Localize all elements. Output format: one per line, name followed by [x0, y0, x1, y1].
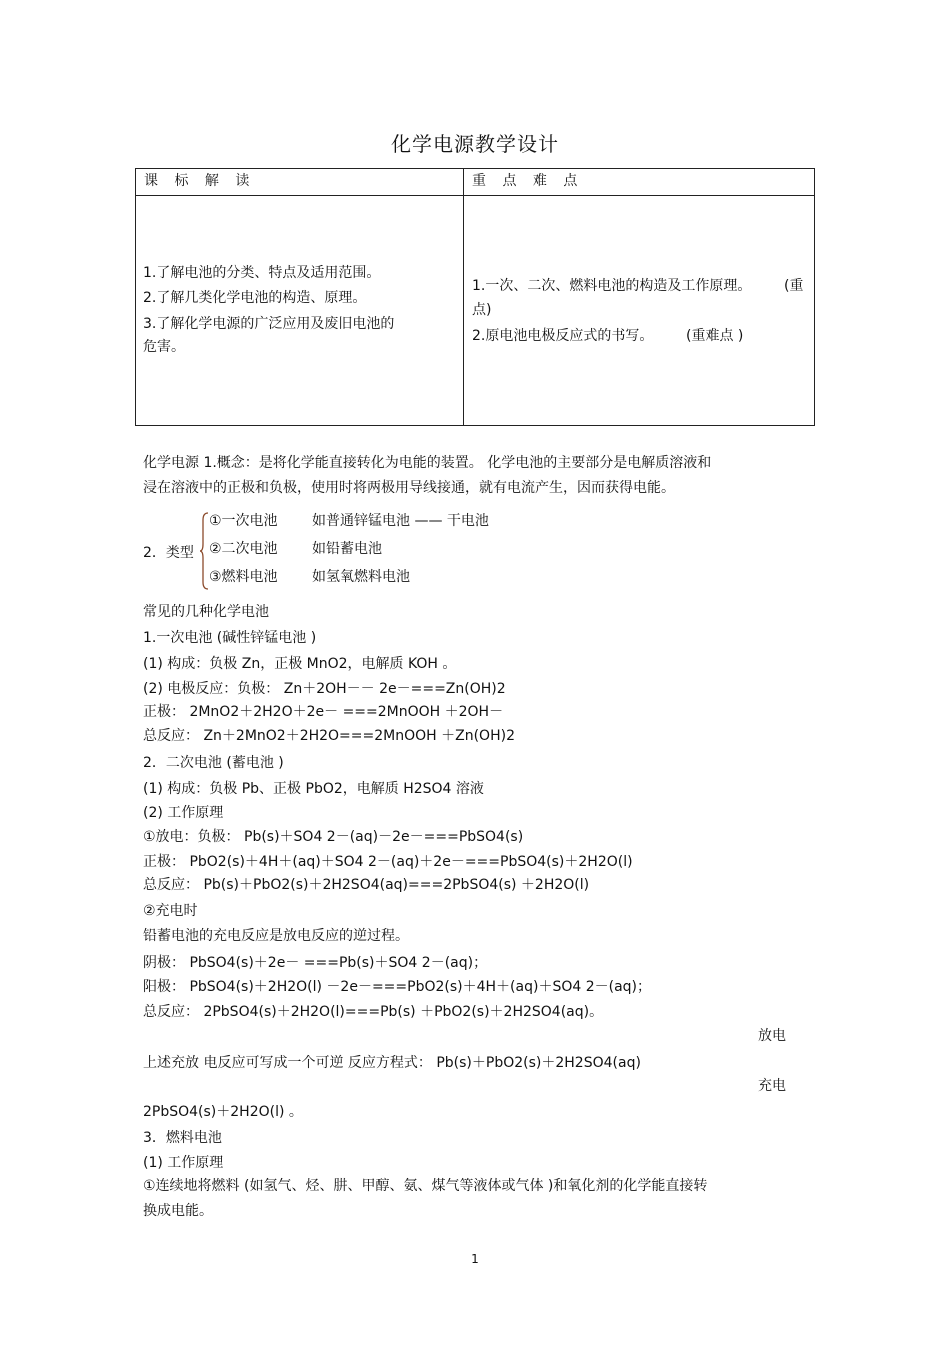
key-point-item: 1.一次、二次、燃料电池的构造及工作原理。 — [472, 278, 752, 294]
fuel-line: 换成电能。 — [143, 1203, 213, 1219]
table-header-key-points: 重 点 难 点 — [472, 173, 584, 189]
battery-type-example: 如普通锌锰电池 —— 干电池 — [312, 513, 489, 529]
battery-type-name: ②二次电池 — [209, 541, 278, 557]
body-line: 铅蓄电池的充电反应是放电反应的逆过程。 — [143, 928, 409, 944]
key-point-tag: (重难点 ) — [686, 328, 744, 344]
body-line: 正极： 2MnO2＋2H2O＋2e－ ===2MnOOH ＋2OH－ — [143, 704, 504, 720]
brace-icon — [199, 512, 209, 590]
battery-type-name: ①一次电池 — [209, 513, 278, 529]
curriculum-item: 危害。 — [143, 339, 185, 355]
fuel-line: (1) 工作原理 — [143, 1155, 224, 1171]
body-line: 总反应： 2PbSO4(s)＋2H2O(l)===Pb(s) ＋PbO2(s)＋2H2SO4(aq)。 — [143, 1004, 604, 1020]
fuel-line: ①连续地将燃料 (如氢气、烃、肼、甲醇、氨、煤气等液体或气体 )和氧化剂的化学能直接转 — [143, 1178, 708, 1194]
key-point-tag: (重 — [784, 278, 804, 294]
table-header-divider — [136, 195, 814, 196]
document-title: 化学电源教学设计 — [391, 132, 559, 156]
types-label: 2．类型 — [143, 545, 194, 561]
table-column-divider — [463, 169, 464, 425]
body-line: 总反应： Zn＋2MnO2＋2H2O===2MnOOH ＋Zn(OH)2 — [143, 728, 515, 744]
reversible-equation: 上述充放 电反应可写成一个可逆 反应方程式： Pb(s)＋PbO2(s)＋2H2SO4(aq) — [143, 1055, 641, 1071]
body-line: (2) 电极反应：负极： Zn＋2OH－－ 2e－===Zn(OH)2 — [143, 681, 506, 697]
body-line: 总反应： Pb(s)＋PbO2(s)＋2H2SO4(aq)===2PbSO4(s) ＋2H2O(l) — [143, 877, 590, 893]
key-point-item: 点) — [472, 302, 492, 318]
body-line: 1.一次电池 (碱性锌锰电池 ) — [143, 630, 317, 646]
battery-type-name: ③燃料电池 — [209, 569, 278, 585]
body-line: 阳极： PbSO4(s)＋2H2O(l) －2e－===PbO2(s)＋4H＋(aq)＋SO4 2－(aq)； — [143, 979, 652, 995]
body-line: ②充电时 — [143, 903, 198, 919]
key-point-item: 2.原电池电极反应式的书写。 — [472, 328, 654, 344]
body-line: 2．二次电池 (蓄电池 ) — [143, 755, 284, 771]
body-line: ①放电：负极： Pb(s)＋SO4 2－(aq)－2e－===PbSO4(s) — [143, 829, 524, 845]
curriculum-item: 2.了解几类化学电池的构造、原理。 — [143, 290, 367, 306]
reversible-equation-tail: 2PbSO4(s)＋2H2O(l) 。 — [143, 1104, 303, 1120]
body-line: (1) 构成：负极 Pb、正极 PbO2，电解质 H2SO4 溶液 — [143, 781, 484, 797]
discharge-label: 放电 — [758, 1028, 786, 1044]
body-line: (1) 构成：负极 Zn，正极 MnO2，电解质 KOH 。 — [143, 656, 457, 672]
body-line: (2) 工作原理 — [143, 805, 224, 821]
fuel-line: 3．燃料电池 — [143, 1130, 222, 1146]
body-line: 阴极： PbSO4(s)＋2e－ ===Pb(s)＋SO4 2－(aq)； — [143, 955, 488, 971]
page-number: 1 — [471, 1252, 479, 1266]
table-header-curriculum: 课 标 解 读 — [144, 173, 256, 189]
concept-line: 浸在溶液中的正极和负极，使用时将两极用导线接通，就有电流产生，因而获得电能。 — [143, 480, 675, 496]
curriculum-item: 3.了解化学电源的广泛应用及废旧电池的 — [143, 316, 395, 332]
body-line: 常见的几种化学电池 — [143, 604, 269, 620]
battery-type-example: 如氢氧燃料电池 — [312, 569, 410, 585]
objectives-table — [135, 168, 815, 426]
concept-line: 化学电源 1.概念：是将化学能直接转化为电能的装置。 化学电池的主要部分是电解质溶液和 — [143, 455, 712, 471]
curriculum-item: 1.了解电池的分类、特点及适用范围。 — [143, 265, 381, 281]
charge-label: 充电 — [758, 1078, 786, 1094]
battery-type-example: 如铅蓄电池 — [312, 541, 382, 557]
body-line: 正极： PbO2(s)＋4H＋(aq)＋SO4 2－(aq)＋2e－===PbSO4(s)＋2H2O(l) — [143, 854, 633, 870]
